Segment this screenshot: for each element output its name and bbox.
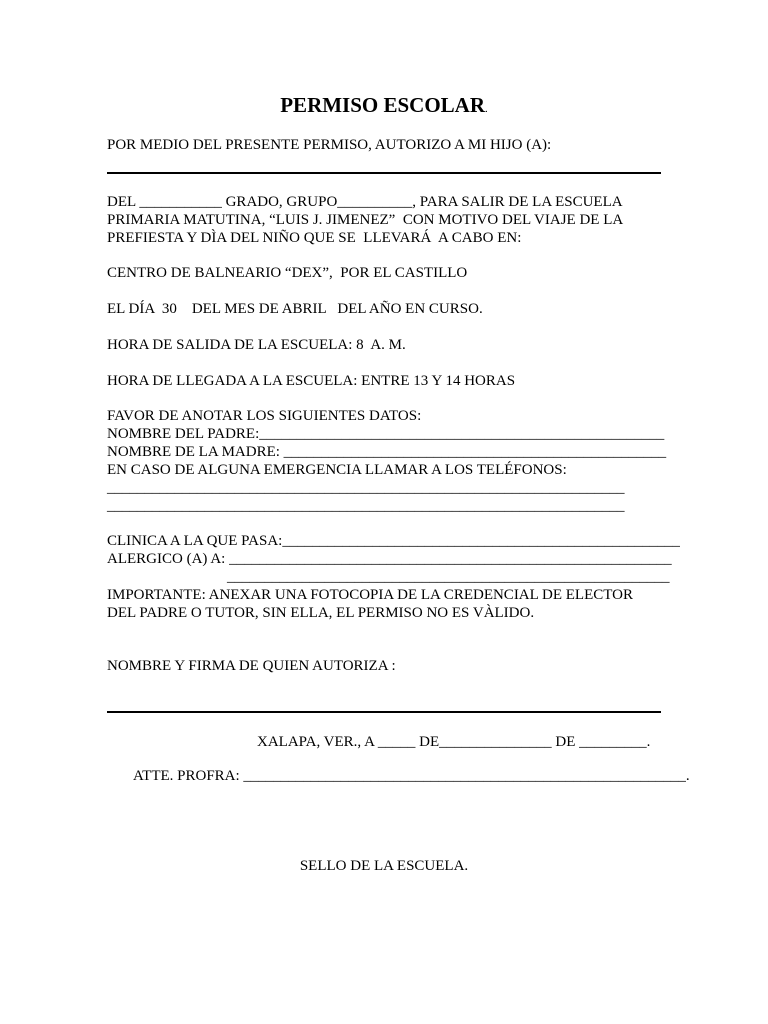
allergic-field: ALERGICO (A) A: ___________________________________________________________ — [107, 551, 672, 567]
father-name-field: NOMBRE DEL PADRE:______________________________________________________ — [107, 426, 665, 442]
child-name-line — [107, 172, 661, 174]
signature-line — [107, 711, 661, 713]
important-text-2: DEL PADRE O TUTOR, SIN ELLA, EL PERMISO NO ES VÀLIDO. — [107, 605, 535, 621]
data-header-text: FAVOR DE ANOTAR LOS SIGUIENTES DATOS: — [107, 408, 422, 424]
phone-line-2: _____________________________________________________________________ — [107, 498, 625, 514]
place-date-field: XALAPA, VER., A _____ DE_______________ DE _________. — [257, 734, 651, 750]
grade-group-text: DEL ___________ GRADO, GRUPO__________, PARA SALIR DE LA ESCUELA — [107, 194, 623, 210]
allergic-continuation-line: ___________________________________________________________ — [227, 569, 670, 585]
signature-label: NOMBRE Y FIRMA DE QUIEN AUTORIZA : — [107, 658, 396, 674]
departure-time-text: HORA DE SALIDA DE LA ESCUELA: 8 A. M. — [107, 337, 406, 353]
mother-name-field: NOMBRE DE LA MADRE: ___________________________________________________ — [107, 444, 667, 460]
school-name-text: PRIMARIA MATUTINA, “LUIS J. JIMENEZ” CON MOTIVO DEL VIAJE DE LA — [107, 212, 624, 228]
event-text: PREFIESTA Y DÌA DEL NIÑO QUE SE LLEVARÁ A CABO EN: — [107, 230, 522, 246]
clinic-field: CLINICA A LA QUE PASA:_____________________________________________________ — [107, 533, 680, 549]
phone-line-1: _____________________________________________________________________ — [107, 480, 625, 496]
teacher-field: ATTE. PROFRA: ___________________________________________________________. — [133, 768, 690, 784]
emergency-text: EN CASO DE ALGUNA EMERGENCIA LLAMAR A LOS TELÉFONOS: — [107, 462, 567, 478]
arrival-time-text: HORA DE LLEGADA A LA ESCUELA: ENTRE 13 Y 14 HORAS — [107, 373, 516, 389]
location-text: CENTRO DE BALNEARIO “DEX”, POR EL CASTILLO — [107, 265, 468, 281]
important-text-1: IMPORTANTE: ANEXAR UNA FOTOCOPIA DE LA CREDENCIAL DE ELECTOR — [107, 587, 633, 603]
school-stamp-label: SELLO DE LA ESCUELA. — [299, 858, 469, 874]
date-text: EL DÍA 30 DEL MES DE ABRIL DEL AÑO EN CURSO. — [107, 301, 483, 317]
intro-text: POR MEDIO DEL PRESENTE PERMISO, AUTORIZO A MI HIJO (A): — [107, 137, 552, 153]
document-title: PERMISO ESCOLAR. — [280, 93, 488, 117]
